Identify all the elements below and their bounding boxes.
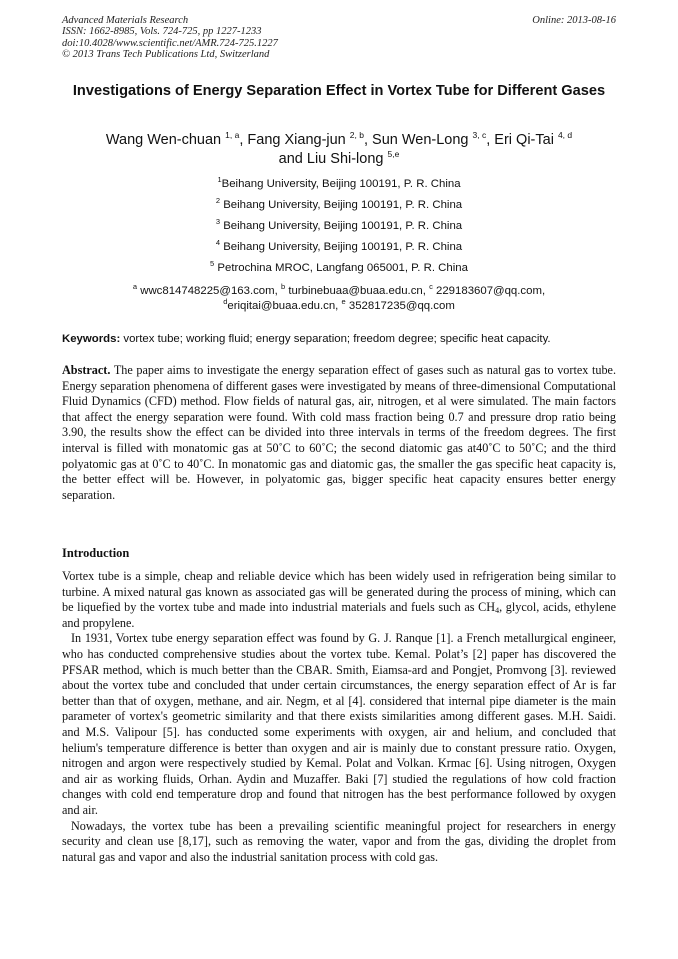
paragraph-text: , glycol, acids, ethylene and propylene. bbox=[62, 600, 616, 630]
journal-issn: ISSN: 1662-8985, Vols. 724-725, pp 1227-1233 bbox=[62, 26, 262, 38]
section-heading: Introduction bbox=[62, 546, 130, 560]
email-mark: b bbox=[280, 282, 286, 291]
subscript: 4 bbox=[495, 606, 500, 616]
email-address[interactable]: turbinebuaa@buaa.edu.cn, bbox=[288, 285, 426, 297]
keywords-label: Keywords: bbox=[62, 333, 121, 345]
journal-doi: doi:10.4028/www.scientific.net/AMR.724-725.1227 bbox=[62, 37, 278, 49]
affiliation-text: Beihang University, Beijing 100191, P. R. China bbox=[223, 220, 463, 232]
email-address[interactable]: eriqitai@buaa.edu.cn, bbox=[227, 299, 339, 312]
affiliation-text: Beihang University, Beijing 100191, P. R. China bbox=[221, 178, 461, 190]
author-affiliation-mark: 1, a bbox=[225, 130, 240, 140]
paper-title: Investigations of Energy Separation Effect in Vortex Tube for Different Gases bbox=[72, 83, 606, 99]
author-name: Fang Xiang-jun bbox=[247, 132, 346, 148]
author-affiliation-mark: 4, d bbox=[557, 130, 573, 140]
paragraph: In 1931, Vortex tube energy separation effect was found by G. J. Ranque [1]. a French metallurgical engineer, who has conducted comprehensive studies about the vortex tube. Kemal. Polat’s [2] paper has discovered the PFSAR method, which is much better than the CBAR. Smith, Eiamsa-ard and Pongjet, Promvong [3]. reviewed about the vortex tube and concluded that under certain circumstances, the energy separation effect of Ar is far better than that of oxygen, methane, and air. Negm, et al [4]. considered that internal pipe diameter is the main parameter of vortex's geometric similarity and that there exists similarities among different gases. M.H. Saidi. and M.S. Valipour [5]. has conducted some experiments with oxygen, air and helium, and concluded that helium's temperature difference is better than oxygen and air is mainly due to constant pressure ratio. Oxygen, nitrogen and argon were respectively studied by Kemal. Polat and Volkan. Krmac [6]. Using nitrogen, Oxygen and air as working fluids, Orhan. Aydin and Muzaffer. Baki [7] studied the regulations of how cold fraction changes with cold end temperature drop and found that nitrogen has the best performance followed by oxygen and air. bbox=[62, 631, 616, 817]
affiliation-text: Beihang University, Beijing 100191, P. R. China bbox=[223, 241, 463, 253]
introduction-body bbox=[62, 569, 616, 865]
affiliation-mark: 2 bbox=[215, 196, 221, 205]
author-joiner: and bbox=[278, 150, 303, 167]
author-affiliation-mark: 5,e bbox=[387, 148, 400, 159]
abstract-label: Abstract. bbox=[62, 363, 111, 377]
author-affiliation-mark: 2, b bbox=[349, 130, 364, 140]
affiliation-mark: 4 bbox=[215, 238, 221, 247]
author-affiliation-mark: 3, c bbox=[472, 130, 487, 140]
paragraph-text: Vortex tube is a simple, cheap and reliable device which has been widely used in refrigeration being similar to turbine. A mixed natural gas known as associated gas will be generated during the process of mining, which can be liquefied by the vortex tube and made into industrial materials and fuels such as CH bbox=[62, 569, 616, 615]
author-name: Eri Qi-Tai bbox=[494, 132, 554, 148]
email-mark: a bbox=[132, 282, 138, 291]
paragraph: Nowadays, the vortex tube has been a prevailing scientific meaningful project for researchers in energy security and clean use [8,17], such as removing the water, vapor and from the gas, dividing the droplet from natural gas and vapor and also the industrial sanitation process with cold gas. bbox=[62, 818, 616, 864]
email-mark: d bbox=[223, 296, 228, 306]
affiliation-mark: 3 bbox=[215, 217, 221, 226]
journal-name: Advanced Materials Research bbox=[62, 15, 189, 26]
email-address[interactable]: 352817235@qq.com bbox=[348, 299, 455, 312]
email-address[interactable]: 229183607@qq.com, bbox=[436, 285, 546, 297]
keywords bbox=[62, 332, 616, 346]
affiliation-line bbox=[62, 240, 616, 254]
affiliation-text: Petrochina MROC, Langfang 065001, P. R. China bbox=[217, 262, 468, 274]
email-list bbox=[62, 284, 616, 313]
author-list: Wang Wen-chuan $^{1, a}$, Fang Xiang-jun $^{2, b}$, Sun Wen-Long $^{3, c}$, Eri Qi-Tai $^{4, d}$ and Liu Shi-long $^{5,e}$ bbox=[105, 130, 573, 167]
abstract bbox=[62, 363, 616, 503]
affiliation-line bbox=[62, 219, 616, 233]
email-mark: e bbox=[341, 296, 346, 306]
affiliation-line bbox=[62, 177, 616, 191]
online-date: Online: 2013-08-16 bbox=[532, 15, 616, 26]
journal-header bbox=[62, 15, 616, 60]
journal-copyright: © 2013 Trans Tech Publications Ltd, Switzerland bbox=[62, 48, 270, 60]
affiliation-line bbox=[62, 261, 616, 275]
paragraph bbox=[62, 569, 616, 631]
author-name: Sun Wen-Long bbox=[372, 132, 469, 148]
email-address[interactable]: wwc814748225@163.com, bbox=[140, 285, 278, 297]
affiliation-mark: 1 bbox=[217, 175, 222, 184]
affiliation-mark: 5 bbox=[210, 259, 215, 268]
keywords-text: vortex tube; working fluid; energy separation; freedom degree; specific heat capacity. bbox=[123, 333, 551, 345]
author-name: Wang Wen-chuan bbox=[105, 132, 222, 148]
affiliation-text: Beihang University, Beijing 100191, P. R. China bbox=[223, 199, 463, 211]
affiliation-line bbox=[62, 198, 616, 212]
author-name: Liu Shi-long bbox=[306, 150, 384, 167]
abstract-text: The paper aims to investigate the energy separation effect of gases such as natural gas to vortex tube. Energy separation phenomena of different gases were investigated by means of three-dimensional Computational Fluid Dynamics (CFD) method. Flow fields of natural gas, air, nitrogen, et al were simulated. The main factors that affect the energy separation were found. With cold mass fraction being 0.7 and pressure drop ratio being 3.90, the results show the effect can be divided into three intervals in terms of the freedom degrees. The first interval is filled with monatomic gas at 50˚C to 60˚C; the second diatomic gas at40˚C to 50˚C; and the third polyatomic gas at 0˚C to 40˚C. In monatomic gas and diatomic gas, the smaller the gas specific heat capacity is, the better effect will be. However, in polyatomic gas, bigger specific heat capacity ensures better energy separation. bbox=[62, 363, 617, 502]
email-mark: c bbox=[429, 282, 433, 291]
